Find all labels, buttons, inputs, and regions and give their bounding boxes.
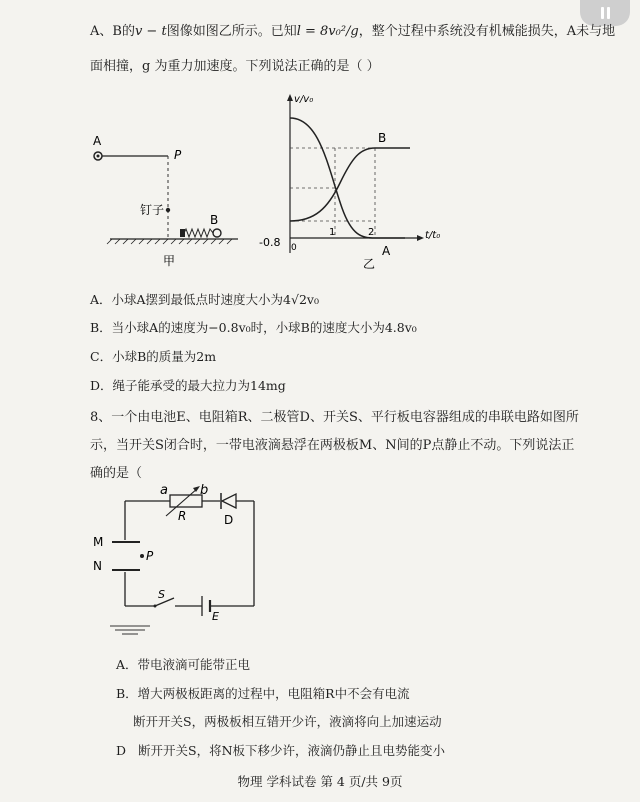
curve-b-label: B	[378, 131, 387, 145]
label-r: R	[178, 509, 187, 523]
caption-yi: 乙	[363, 257, 376, 271]
label-nail: 钉子	[140, 203, 165, 217]
label-p: P	[174, 148, 182, 162]
droplet	[140, 554, 144, 558]
q7-option-b: B．当小球A的速度为−0.8v₀时，小球B的速度大小为4.8v₀	[90, 320, 417, 335]
label-b: B	[210, 213, 219, 227]
q8-option-c: 断开开关S，两极板相互错开少许，液滴将向上加速运动	[133, 714, 442, 729]
q7-option-c: C．小球B的质量为2m	[90, 349, 217, 364]
nail	[166, 208, 170, 212]
origin-label: 0	[291, 243, 297, 253]
q7-option-a: A．小球A摆到最低点时速度大小为4√2v₀	[90, 292, 319, 307]
label-s: S	[158, 588, 165, 601]
spring	[184, 229, 213, 237]
caption-jia: 甲	[163, 254, 176, 268]
q7-intro-line1: A、B的v − t图像如图乙所示。已知l = 8v₀²/g，整个过程中系统没有机械能损失，A未与地	[90, 24, 616, 39]
resistor-box	[170, 495, 202, 507]
q8-option-a: A．带电液滴可能带正电	[116, 657, 251, 672]
y-axis-label: v/v₀	[294, 94, 314, 105]
figure-jia	[80, 125, 255, 275]
ball-b	[213, 229, 221, 237]
curve-b	[290, 148, 410, 221]
label-p: P	[146, 549, 154, 563]
curve-a	[290, 118, 405, 238]
x-axis-label: t/t₀	[425, 230, 441, 241]
diode-icon	[222, 494, 236, 508]
label-m: M	[93, 535, 104, 549]
q7-intro-line2: 面相撞，g 为重力加速度。下列说法正确的是（ ）	[90, 59, 380, 74]
curve-a-label: A	[382, 244, 391, 258]
label-e: E	[212, 610, 219, 623]
tick-1: 1	[329, 227, 336, 238]
label-a: a	[160, 483, 168, 498]
q7-option-d: D．绳子能承受的最大拉力为14mg	[90, 378, 286, 393]
page-footer: 物理 学科试卷 第 4 页/共 9页	[237, 774, 403, 789]
figure-yi	[250, 88, 450, 273]
label-a: A	[93, 134, 102, 148]
q8-stem-line1: 8、一个由电池E、电阻箱R、二极管D、开关S、平行板电容器组成的串联电路如图所	[90, 410, 579, 425]
q8-option-d: D 断开开关S，将N板下移少许，液滴仍静止且电势能变小	[116, 743, 446, 758]
label-n: N	[93, 559, 102, 573]
tick-2: 2	[368, 227, 375, 238]
q8-option-b: B．增大两极板距离的过程中，电阻箱R中不会有电流	[116, 686, 410, 701]
label-b: b	[200, 483, 209, 498]
formula: l = 8v₀²/g	[296, 24, 359, 39]
q8-stem-line3: 确的是（	[90, 466, 143, 481]
tick-neg: -0.8	[259, 236, 281, 249]
label-d: D	[224, 513, 234, 527]
circuit-diagram	[90, 480, 280, 640]
q8-stem-line2: 示，当开关S闭合时，一带电液滴悬浮在两极板M、N间的P点静止不动。下列说法正	[90, 438, 575, 453]
